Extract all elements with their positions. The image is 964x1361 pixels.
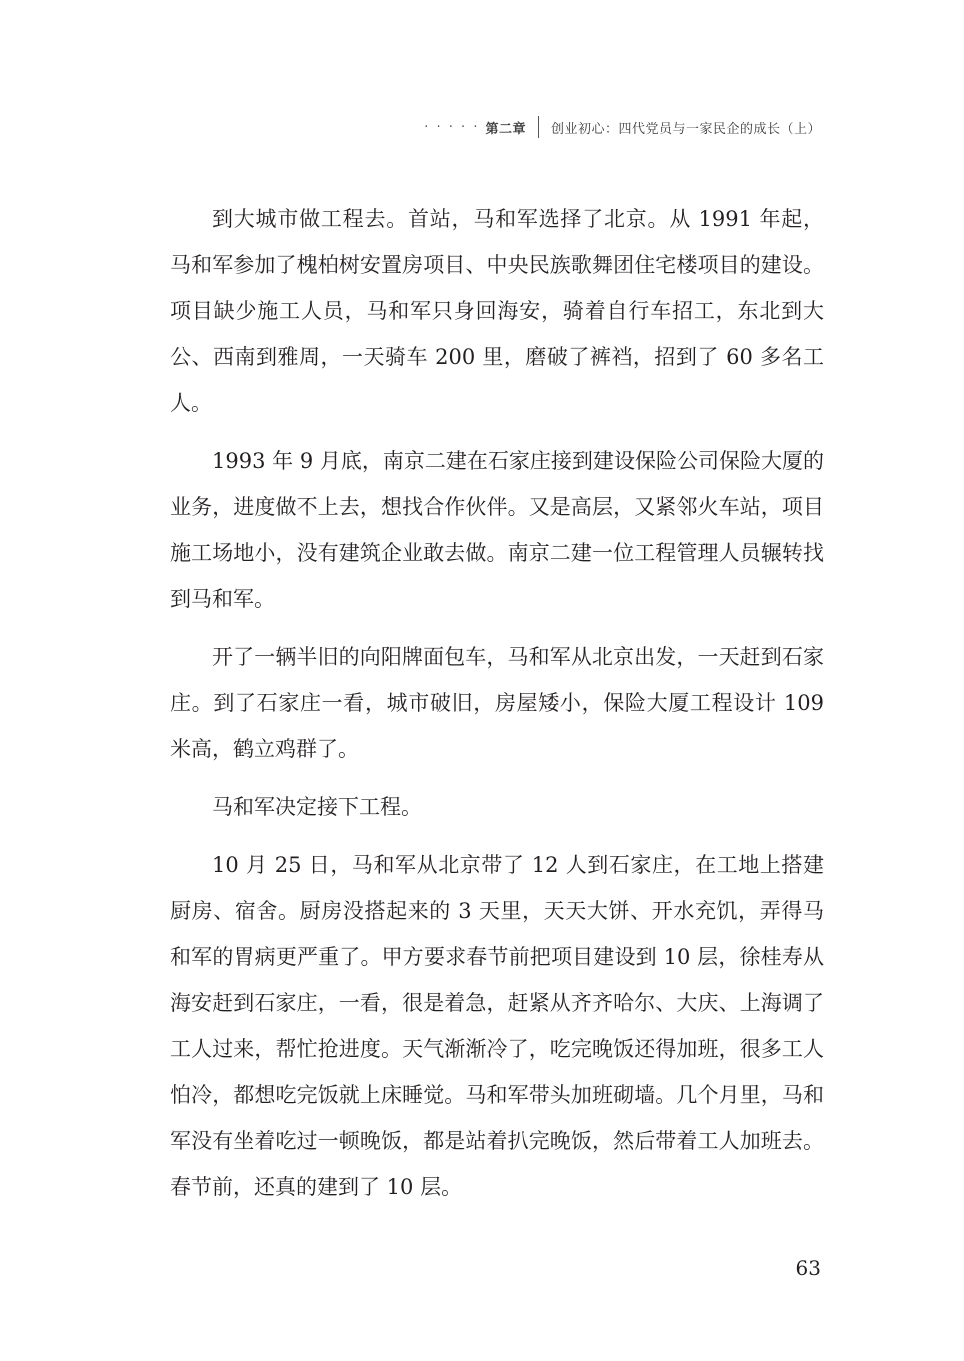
paragraph-3: 开了一辆半旧的向阳牌面包车，马和军从北京出发，一天赶到石家庄。到了石家庄一看，城市破旧，房屋矮小，保险大厦工程设计 109 米高，鹤立鸡群了。 <box>170 645 824 761</box>
header-dots: · · · · · <box>424 119 480 135</box>
page-number: 63 <box>795 1256 821 1280</box>
header-divider <box>538 116 539 138</box>
chapter-title: 创业初心：四代党员与一家民企的成长（上） <box>550 121 821 137</box>
paragraph-5: 10 月 25 日，马和军从北京带了 12 人到石家庄，在工地上搭建厨房、宿舍。厨房没搭起来的 3 天里，天天大饼、开水充饥，弄得马和军的胃病更严重了。甲方要求春节前把项目建设到 10 层，徐桂寿从海安赶到石家庄，一看，很是着急，赶紧从齐齐哈尔、大庆、上海调了工人过来，帮忙抢进度。天气渐渐冷了，吃完晚饭还得加班，很多工人怕冷，都想吃完饭就上床睡觉。马和军带头加班砌墙。几个月里，马和军没有坐着吃过一顿晚饭，都是站着扒完晚饭，然后带着工人加班去。春节前，还真的建到了 10 层。 <box>170 853 824 1199</box>
paragraph-4: 马和军决定接下工程。 <box>212 795 422 819</box>
running-header <box>424 116 821 138</box>
chapter-label: 第二章 <box>485 121 526 137</box>
paragraph-2: 1993 年 9 月底，南京二建在石家庄接到建设保险公司保险大厦的业务，进度做不上去，想找合作伙伴。又是高层，又紧邻火车站，项目施工场地小，没有建筑企业敢去做。南京二建一位工程管理人员辗转找到马和军。 <box>170 449 824 611</box>
body-text <box>170 196 824 1222</box>
paragraph-1: 到大城市做工程去。首站，马和军选择了北京。从 1991 年起，马和军参加了槐柏树安置房项目、中央民族歌舞团住宅楼项目的建设。项目缺少施工人员，马和军只身回海安，骑着自行车招工，东北到大公、西南到雅周，一天骑车 200 里，磨破了裤裆，招到了 60 多名工人。 <box>170 207 824 415</box>
